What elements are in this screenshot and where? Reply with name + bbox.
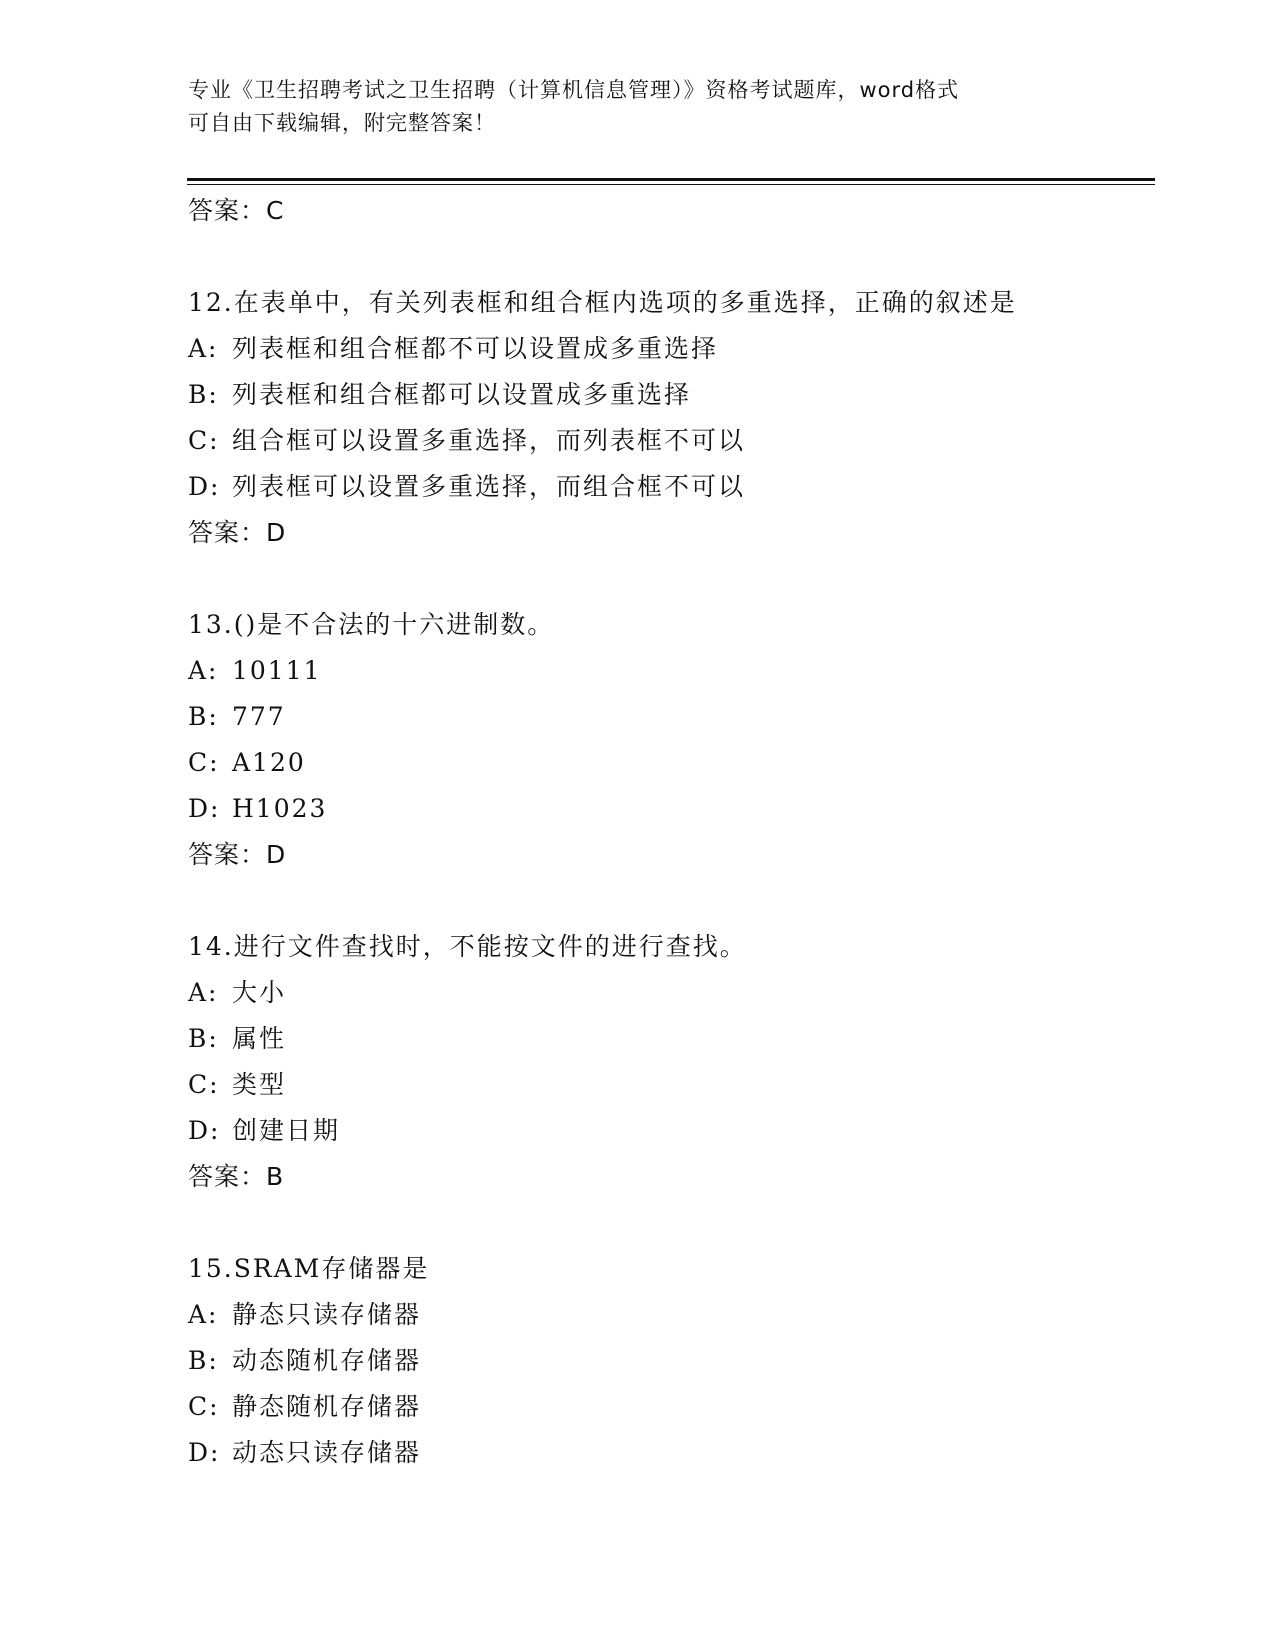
option-c bbox=[188, 740, 1148, 786]
header-divider-thick bbox=[187, 178, 1155, 181]
option-key: D: bbox=[188, 472, 221, 501]
option-b bbox=[188, 1016, 1148, 1062]
question-list bbox=[188, 188, 1148, 1476]
option-text: 创建日期 bbox=[232, 1116, 341, 1145]
question-text: 15.SRAM存储器是 bbox=[188, 1254, 430, 1283]
option-c bbox=[188, 418, 1148, 464]
option-key: A: bbox=[188, 1300, 219, 1329]
option-key: A: bbox=[188, 978, 219, 1007]
answer-line: 答案：D bbox=[188, 840, 287, 869]
option-text: 动态随机存储器 bbox=[232, 1346, 422, 1375]
option-a bbox=[188, 648, 1148, 694]
option-text: H1023 bbox=[232, 794, 328, 823]
option-text: 静态随机存储器 bbox=[232, 1392, 422, 1421]
answer-line: 答案：C bbox=[188, 196, 285, 225]
option-text: 大小 bbox=[232, 978, 287, 1007]
question-13 bbox=[188, 602, 1148, 878]
option-text: 组合框可以设置多重选择，而列表框不可以 bbox=[232, 426, 746, 455]
option-key: B: bbox=[188, 1024, 219, 1053]
option-a bbox=[188, 970, 1148, 1016]
option-c bbox=[188, 1062, 1148, 1108]
option-key: D: bbox=[188, 1116, 221, 1145]
option-text: 静态只读存储器 bbox=[232, 1300, 422, 1329]
document-header bbox=[188, 74, 1088, 140]
option-a bbox=[188, 1292, 1148, 1338]
option-key: B: bbox=[188, 1346, 219, 1375]
option-d bbox=[188, 786, 1148, 832]
option-text: 类型 bbox=[232, 1070, 287, 1099]
option-key: C: bbox=[188, 1392, 220, 1421]
option-key: B: bbox=[188, 702, 219, 731]
answer-line: 答案：D bbox=[188, 518, 287, 547]
option-text: 10111 bbox=[232, 656, 322, 685]
option-key: A: bbox=[188, 656, 219, 685]
option-text: A120 bbox=[232, 748, 306, 777]
option-key: B: bbox=[188, 380, 219, 409]
option-key: D: bbox=[188, 1438, 221, 1467]
option-d bbox=[188, 464, 1148, 510]
option-text: 属性 bbox=[232, 1024, 287, 1053]
option-a bbox=[188, 326, 1148, 372]
question-14 bbox=[188, 924, 1148, 1200]
option-text: 列表框和组合框都不可以设置成多重选择 bbox=[232, 334, 719, 363]
option-key: A: bbox=[188, 334, 219, 363]
option-b bbox=[188, 694, 1148, 740]
option-key: C: bbox=[188, 1070, 220, 1099]
option-text: 动态只读存储器 bbox=[232, 1438, 422, 1467]
option-text: 列表框和组合框都可以设置成多重选择 bbox=[232, 380, 692, 409]
question-text: 13.()是不合法的十六进制数。 bbox=[188, 610, 555, 639]
answer-line: 答案：B bbox=[188, 1162, 285, 1191]
question-text: 14.进行文件查找时，不能按文件的进行查找。 bbox=[188, 932, 747, 961]
option-b bbox=[188, 372, 1148, 418]
header-divider-thin bbox=[187, 184, 1155, 185]
question-text: 12.在表单中，有关列表框和组合框内选项的多重选择，正确的叙述是 bbox=[188, 288, 1017, 317]
option-key: C: bbox=[188, 748, 220, 777]
option-b bbox=[188, 1338, 1148, 1384]
option-c bbox=[188, 1384, 1148, 1430]
question-15 bbox=[188, 1246, 1148, 1476]
option-key: D: bbox=[188, 794, 221, 823]
option-d bbox=[188, 1430, 1148, 1476]
option-d bbox=[188, 1108, 1148, 1154]
option-text: 777 bbox=[232, 702, 286, 731]
header-line-1: 专业《卫生招聘考试之卫生招聘（计算机信息管理）》资格考试题库，word格式 bbox=[188, 78, 960, 102]
question-12 bbox=[188, 280, 1148, 556]
option-text: 列表框可以设置多重选择，而组合框不可以 bbox=[232, 472, 746, 501]
header-line-2: 可自由下载编辑，附完整答案！ bbox=[188, 111, 496, 135]
option-key: C: bbox=[188, 426, 220, 455]
